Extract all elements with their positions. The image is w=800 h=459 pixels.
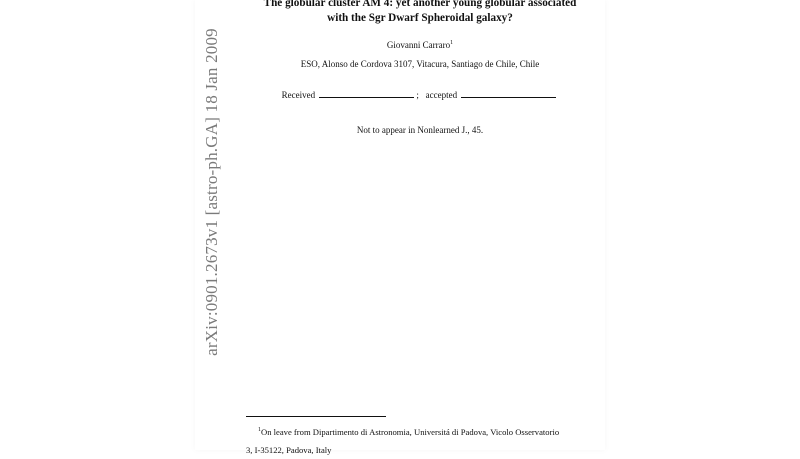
arxiv-identifier-stamp: arXiv:0901.2673v1 [astro-ph.GA] 18 Jan 2009 xyxy=(202,28,221,356)
footnote-mark: 1 xyxy=(258,427,261,433)
title-line-2: with the Sgr Dwarf Spheroidal galaxy? xyxy=(327,12,513,24)
author-affiliation: ESO, Alonso de Cordova 3107, Vitacura, Santiago de Chile, Chile xyxy=(300,59,540,69)
footnote-line-2: 3, I-35122, Padova, Italy xyxy=(246,444,332,455)
accepted-label: accepted xyxy=(425,90,458,100)
paper-title xyxy=(230,0,610,26)
footnote-line-1 xyxy=(246,421,601,441)
author-name: Giovanni Carraro xyxy=(386,40,451,50)
title-line-1: The globular cluster AM 4: yet another young globular associated xyxy=(263,0,577,9)
date-separator: ; xyxy=(416,90,419,100)
footnote-text-1: On leave from Dipartimento di Astronomia, Universitá di Padova, Vicolo Osservatorio xyxy=(261,426,560,437)
footnote xyxy=(246,421,601,459)
footnote-rule xyxy=(246,416,386,417)
author-line xyxy=(230,40,610,50)
received-date-blank xyxy=(319,89,414,98)
accepted-date-blank xyxy=(461,89,556,98)
received-label: Received xyxy=(281,90,316,100)
author-footnote-mark: 1 xyxy=(450,40,454,46)
received-accepted-line xyxy=(230,89,610,100)
journal-note: Not to appear in Nonlearned J., 45. xyxy=(356,125,484,135)
